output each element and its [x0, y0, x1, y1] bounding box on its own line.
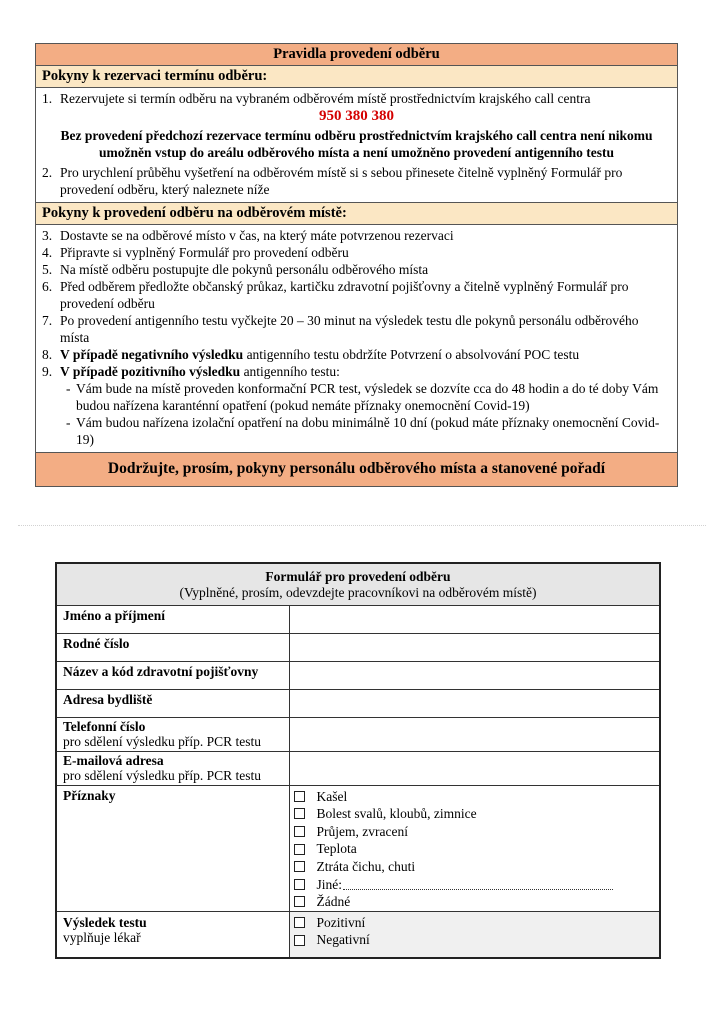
- symptom-option[interactable]: [294, 805, 654, 823]
- sub-item-text: Vám bude na místě proveden konformační PCR test, výsledek se dozvíte cca do 48 hodin a do té doby Vám budou nařízena karanténní opatření (pokud nemáte příznaky onemocnění Covid-19): [76, 381, 659, 413]
- form-subtitle: (Vyplněné, prosím, odevzdejte pracovníkovi na odběrovém místě): [179, 584, 537, 600]
- field-note-email: pro sdělení výsledku příp. PCR testu: [63, 768, 261, 783]
- item-number: 2.: [42, 165, 53, 180]
- field-input-name[interactable]: [289, 605, 659, 633]
- symptom-option[interactable]: [294, 823, 654, 841]
- symptom-label: Ztráta čichu, chuti: [316, 858, 416, 874]
- symptom-label: Jiné:: [316, 876, 342, 892]
- item-number: 7.: [42, 313, 53, 328]
- symptom-label: Bolest svalů, kloubů, zimnice: [316, 806, 477, 822]
- item-text: Před odběrem předložte občanský průkaz, kartičku zdravotní pojišťovny a čitelně vyplněný Formulář pro provedení odběru: [60, 279, 629, 311]
- sub-item: [42, 414, 671, 448]
- section-procedure-title: Pokyny k provedení odběru na odběrovém místě:: [36, 202, 677, 225]
- dash-bullet: -: [66, 415, 71, 430]
- field-input-birth-number[interactable]: [289, 633, 659, 661]
- checkbox[interactable]: [294, 861, 305, 872]
- checkbox[interactable]: [294, 844, 305, 855]
- section-procedure-body: [36, 225, 677, 452]
- item-text: Pro urychlení průběhu vyšetření na odběrovém místě si s sebou přinesete čitelně vyplněný Formulář pro provedení odběru, který naleznete níže: [60, 165, 623, 197]
- dash-bullet: -: [66, 381, 71, 396]
- reservation-warning: Bez provedení předchozí rezervace termínu odběru prostřednictvím krajského call centra není nikomu umožněn vstup do areálu odběrového místa a není umožněno provedení antigenního testu: [60, 128, 653, 160]
- symptom-option[interactable]: [294, 893, 654, 911]
- checkbox[interactable]: [294, 791, 305, 802]
- checkbox[interactable]: [294, 808, 305, 819]
- list-item: [42, 261, 671, 278]
- item-text: Připravte si vyplněný Formulář pro provedení odběru: [60, 245, 349, 260]
- symptom-label: Průjem, zvracení: [316, 823, 408, 839]
- item-text: Dostavte se na odběrové místo v čas, na který máte potvrzenou rezervaci: [60, 228, 454, 243]
- symptom-option[interactable]: [294, 788, 654, 806]
- rules-header: Pravidla provedení odběru: [36, 44, 677, 66]
- item-text: antigenního testu:: [240, 364, 340, 379]
- field-input-phone[interactable]: [289, 717, 659, 751]
- field-label-insurance: Název a kód zdravotní pojišťovny: [57, 661, 289, 689]
- item-number: 9.: [42, 364, 53, 379]
- field-label-email-cell: [57, 751, 289, 785]
- page-divider: [18, 525, 706, 526]
- field-input-insurance[interactable]: [289, 661, 659, 689]
- sub-item: [42, 380, 671, 414]
- list-item: [42, 244, 671, 261]
- section-reservation-title: Pokyny k rezervaci termínu odběru:: [36, 66, 677, 88]
- call-center-phone: 950 380 380: [319, 108, 394, 124]
- checkbox[interactable]: [294, 896, 305, 907]
- symptom-option[interactable]: [294, 840, 654, 858]
- result-option-label: Pozitivní: [316, 914, 366, 930]
- checkbox[interactable]: [294, 935, 305, 946]
- item-number: 4.: [42, 245, 53, 260]
- list-item: [42, 363, 671, 380]
- item-number: 5.: [42, 262, 53, 277]
- result-option-label: Negativní: [316, 932, 370, 948]
- result-note: vyplňuje lékař: [63, 930, 141, 946]
- field-label-phone: Telefonní číslo: [63, 718, 146, 734]
- list-item: [42, 227, 671, 244]
- list-item: [42, 278, 671, 312]
- result-options: [289, 911, 659, 957]
- field-input-email[interactable]: [289, 751, 659, 785]
- result-label: Výsledek testu: [63, 914, 147, 930]
- sub-item-text: Vám budou nařízena izolační opatření na dobu minimálně 10 dní (pokud máte příznaky onemocnění Covid-19): [76, 415, 660, 447]
- item-text: Na místě odběru postupujte dle pokynů personálu odběrového místa: [60, 262, 429, 277]
- result-label-cell: [57, 911, 289, 957]
- item-bold-text: V případě pozitivního výsledku: [60, 364, 241, 379]
- field-label-phone-cell: [57, 717, 289, 751]
- item-number: 8.: [42, 347, 53, 362]
- checkbox[interactable]: [294, 879, 305, 890]
- list-item: [42, 312, 671, 346]
- symptom-label: Žádné: [316, 894, 351, 910]
- field-label-address: Adresa bydliště: [57, 689, 289, 717]
- section-reservation-body: [36, 88, 677, 202]
- item-text: antigenního testu obdržíte Potvrzení o absolvování POC testu: [243, 347, 580, 362]
- item-number: 6.: [42, 279, 53, 294]
- symptom-option-other[interactable]: [294, 875, 654, 893]
- other-fill-line[interactable]: [343, 878, 613, 890]
- symptom-label: Kašel: [316, 788, 348, 804]
- symptom-label: Teplota: [316, 841, 357, 857]
- field-label-name: Jméno a příjmení: [57, 605, 289, 633]
- form-title-cell: [57, 564, 659, 605]
- result-option-positive[interactable]: [294, 914, 654, 932]
- checkbox[interactable]: [294, 826, 305, 837]
- rules-box: [35, 43, 678, 487]
- field-input-address[interactable]: [289, 689, 659, 717]
- symptoms-options: [289, 785, 659, 911]
- rules-footer: Dodržujte, prosím, pokyny personálu odběrového místa a stanovené pořadí: [36, 452, 677, 486]
- item-text: Rezervujete si termín odběru na vybraném odběrovém místě prostřednictvím krajského call centra: [60, 91, 591, 106]
- result-option-negative[interactable]: [294, 931, 654, 949]
- symptoms-label: Příznaky: [57, 785, 289, 911]
- item-bold-text: V případě negativního výsledku: [60, 347, 244, 362]
- item-number: 1.: [42, 91, 53, 106]
- list-item: [42, 90, 671, 107]
- form-title: Formulář pro provedení odběru: [265, 569, 451, 584]
- field-label-birth-number: Rodné číslo: [57, 633, 289, 661]
- checkbox[interactable]: [294, 917, 305, 928]
- list-item: [42, 346, 671, 363]
- list-item: [42, 164, 671, 198]
- form-table: [57, 564, 659, 957]
- field-note-phone: pro sdělení výsledku příp. PCR testu: [63, 734, 261, 749]
- symptom-option[interactable]: [294, 858, 654, 876]
- field-label-email: E-mailová adresa: [63, 752, 164, 768]
- item-number: 3.: [42, 228, 53, 243]
- sampling-form: [55, 562, 661, 959]
- item-text: Po provedení antigenního testu vyčkejte 20 – 30 minut na výsledek testu dle pokynů personálu odběrového místa: [60, 313, 639, 345]
